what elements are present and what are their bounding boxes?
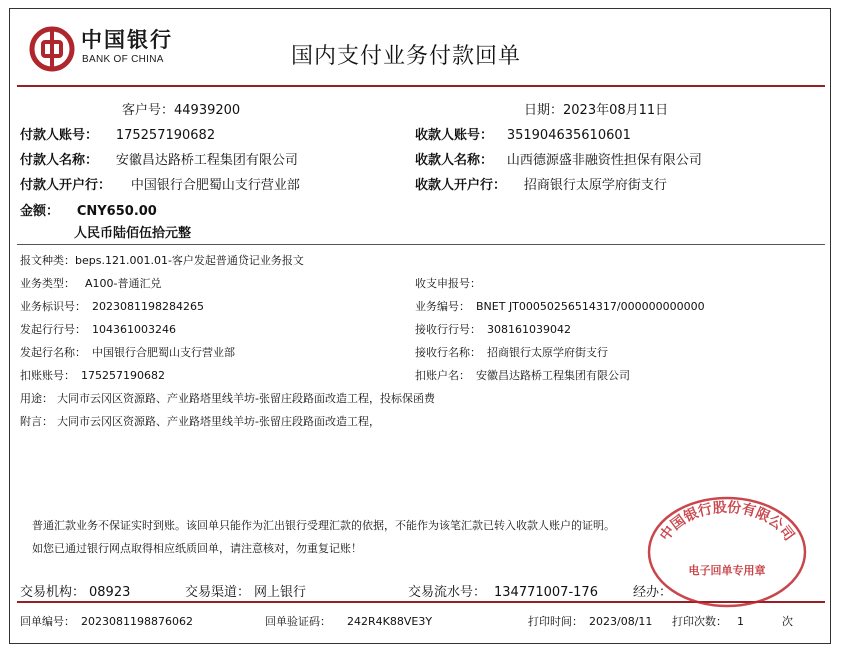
payee-account — [415, 124, 631, 143]
print-count-unit: 次 — [782, 615, 793, 628]
verification-code-label: 回单验证码： — [265, 615, 331, 628]
purpose-value: 大同市云冈区资源路、产业路塔里线羊坊-张留庄段路面改造工程，投标保函费 — [57, 392, 435, 405]
debit-account-name-label: 扣账户名： — [415, 369, 470, 382]
receiving-bank-name — [415, 344, 608, 360]
customer-number — [122, 99, 240, 118]
originating-bank-name — [20, 344, 235, 360]
amount — [20, 200, 157, 219]
debit-account-name-value: 安徽昌达路桥工程集团有限公司 — [476, 369, 630, 382]
customer-number-value: 44939200 — [174, 103, 241, 118]
remark — [20, 413, 380, 429]
receiving-bank-name-label: 接收行名称： — [415, 346, 481, 359]
print-time-value: 2023/08/11 — [589, 615, 653, 628]
payee-account-value: 351904635610601 — [506, 128, 631, 143]
debit-account-value: 175257190682 — [81, 369, 165, 382]
transaction-org-value: 08923 — [89, 585, 131, 600]
message-type-value: beps.121.001.01-客户发起普通贷记业务报文 — [75, 254, 304, 267]
payee-name-value: 山西德源盛非融资性担保有限公司 — [506, 153, 702, 168]
svg-text:中国银行股份有限公司 — [656, 499, 798, 544]
payer-account-label: 付款人账号： — [20, 128, 99, 143]
seal-center-text: 电子回单专用章 — [688, 564, 766, 577]
transaction-channel — [185, 581, 306, 600]
transaction-org — [20, 581, 130, 600]
print-time — [528, 613, 652, 629]
bank-of-china-logo-icon — [29, 26, 75, 72]
payee-name-label: 收款人名称： — [415, 153, 494, 168]
bank-logo — [29, 24, 189, 80]
bank-name-en: BANK OF CHINA — [82, 54, 164, 65]
business-number — [415, 298, 705, 314]
amount-value: CNY650.00 — [76, 204, 157, 219]
purpose-label: 用途： — [20, 392, 53, 405]
electronic-receipt-seal — [641, 490, 813, 610]
transaction-org-label: 交易机构： — [20, 585, 86, 600]
section-divider — [17, 244, 825, 245]
transaction-handler-label: 经办： — [633, 585, 673, 600]
remark-value: 大同市云冈区资源路、产业路塔里线羊坊-张留庄段路面改造工程， — [57, 415, 380, 428]
transaction-serial — [408, 581, 598, 600]
notice-line-1: 普通汇款业务不保证实时到账。该回单只能作为汇出银行受理汇款的依据，不能作为该笔汇款已转入收款人账户的证明。 — [32, 519, 615, 532]
payer-name — [20, 149, 298, 168]
business-id — [20, 298, 204, 314]
transaction-serial-value: 134771007-176 — [494, 585, 598, 600]
notice-line-2: 如您已通过银行网点取得相应纸质回单，请注意核对，勿重复记账！ — [32, 542, 362, 555]
amount-in-words: 人民币陆佰伍拾元整 — [74, 226, 192, 241]
receipt-date — [524, 99, 668, 118]
payee-account-label: 收款人账号： — [415, 128, 494, 143]
originating-bank-number-value: 104361003246 — [92, 323, 176, 336]
payee-bank-value: 招商银行太原学府街支行 — [523, 178, 667, 193]
bank-name-cn: 中国银行 — [81, 27, 173, 52]
receipt-declaration-label: 收支申报号： — [415, 277, 481, 290]
debit-account — [20, 367, 165, 383]
originating-bank-name-value: 中国银行合肥蜀山支行营业部 — [92, 346, 235, 359]
business-type — [20, 275, 162, 291]
debit-account-name — [415, 367, 630, 383]
print-time-label: 打印时间： — [528, 615, 583, 628]
amount-label: 金额： — [20, 204, 60, 219]
transaction-serial-label: 交易流水号： — [408, 585, 487, 600]
remark-label: 附言： — [20, 415, 53, 428]
receipt-number-label: 回单编号： — [20, 615, 75, 628]
receipt-date-value: 2023年08月11日 — [563, 103, 669, 118]
header-divider — [17, 85, 825, 87]
business-id-label: 业务标识号： — [20, 300, 86, 313]
payer-bank — [20, 174, 300, 193]
document-title: 国内支付业务付款回单 — [291, 44, 522, 69]
transaction-channel-label: 交易渠道： — [185, 585, 251, 600]
payee-bank-label: 收款人开户行： — [415, 178, 507, 193]
receipt-date-label: 日期： — [524, 103, 564, 118]
business-number-label: 业务编号： — [415, 300, 470, 313]
receiving-bank-name-value: 招商银行太原学府街支行 — [487, 346, 608, 359]
seal-ring-text: 中国银行股份有限公司 — [657, 499, 797, 544]
payer-bank-label: 付款人开户行： — [20, 178, 112, 193]
message-type — [20, 252, 304, 268]
payee-name — [415, 149, 702, 168]
print-count-label: 打印次数： — [672, 615, 727, 628]
originating-bank-number-label: 发起行行号： — [20, 323, 86, 336]
originating-bank-number — [20, 321, 176, 337]
customer-number-label: 客户号： — [122, 103, 175, 118]
receipt-declaration-number — [415, 275, 481, 291]
receiving-bank-number-label: 接收行行号： — [415, 323, 481, 336]
receipt-number-value: 2023081198876062 — [81, 615, 193, 628]
business-number-value: BNET JT00050256514317/000000000000 — [476, 300, 705, 313]
receiving-bank-number — [415, 321, 571, 337]
business-id-value: 2023081198284265 — [92, 300, 204, 313]
verification-code — [265, 613, 432, 629]
purpose — [20, 390, 435, 406]
payer-name-value: 安徽昌达路桥工程集团有限公司 — [115, 153, 298, 168]
business-type-value: A100-普通汇兑 — [85, 277, 162, 290]
originating-bank-name-label: 发起行名称： — [20, 346, 86, 359]
receipt-number — [20, 613, 193, 629]
payer-name-label: 付款人名称： — [20, 153, 99, 168]
receiving-bank-number-value: 308161039042 — [487, 323, 571, 336]
transaction-channel-value: 网上银行 — [254, 585, 307, 600]
payer-account-value: 175257190682 — [115, 128, 216, 143]
payer-account — [20, 124, 215, 143]
verification-code-value: 242R4K88VE3Y — [347, 615, 433, 628]
print-count — [672, 613, 793, 629]
payee-bank — [415, 174, 667, 193]
debit-account-label: 扣账账号： — [20, 369, 75, 382]
message-type-label: 报文种类： — [20, 254, 75, 267]
business-type-label: 业务类型： — [20, 277, 75, 290]
print-count-value: 1 — [737, 615, 744, 628]
payer-bank-value: 中国银行合肥蜀山支行营业部 — [130, 178, 300, 193]
